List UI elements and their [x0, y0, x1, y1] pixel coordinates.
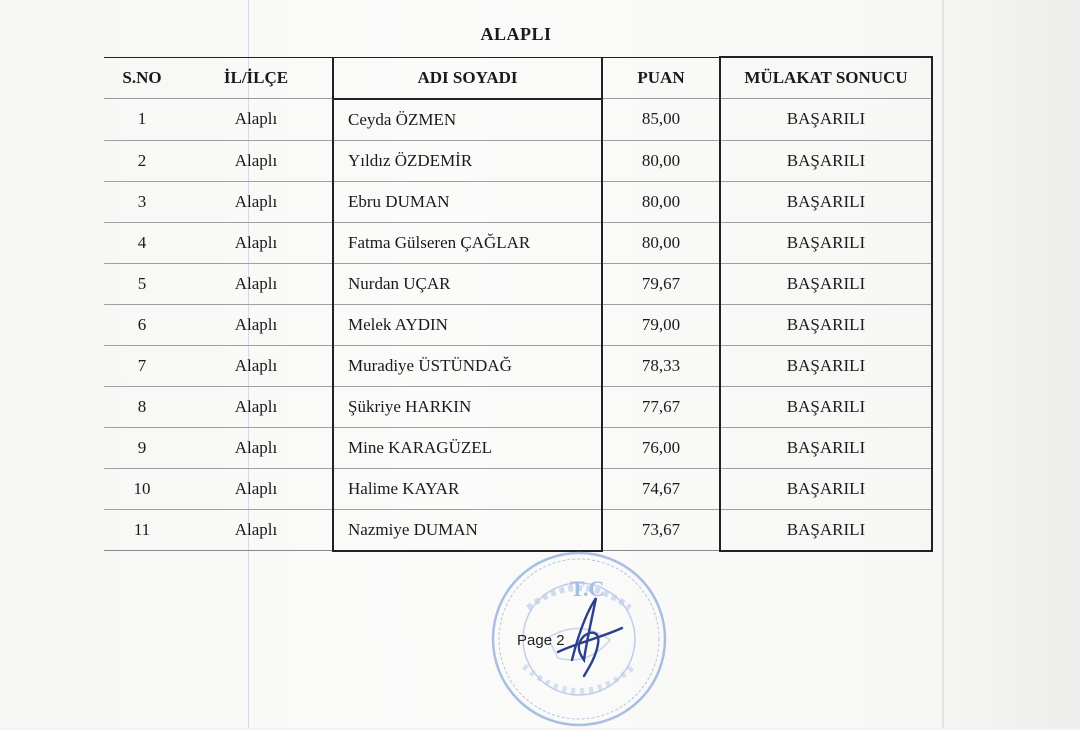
paper-fold-line	[942, 0, 944, 728]
cell-il-ilce: Alaplı	[180, 427, 333, 468]
cell-sno: 10	[104, 468, 180, 509]
cell-mulakat-sonucu: BAŞARILI	[720, 509, 932, 551]
cell-sno: 3	[104, 181, 180, 222]
table-row	[104, 181, 932, 222]
cell-il-ilce: Alaplı	[180, 386, 333, 427]
table-row	[104, 304, 932, 345]
cell-mulakat-sonucu: BAŞARILI	[720, 263, 932, 304]
cell-sno: 11	[104, 509, 180, 551]
cell-sno: 9	[104, 427, 180, 468]
cell-adi-soyadi: Mine KARAGÜZEL	[333, 427, 602, 468]
cell-adi-soyadi: Fatma Gülseren ÇAĞLAR	[333, 222, 602, 263]
document-title: ALAPLI	[480, 24, 552, 44]
table-row	[104, 99, 932, 141]
table-row	[104, 263, 932, 304]
cell-il-ilce: Alaplı	[180, 99, 333, 141]
cell-mulakat-sonucu: BAŞARILI	[720, 304, 932, 345]
table-row	[104, 345, 932, 386]
cell-adi-soyadi: Halime KAYAR	[333, 468, 602, 509]
cell-il-ilce: Alaplı	[180, 304, 333, 345]
cell-puan: 78,33	[602, 345, 720, 386]
header-sno: S.NO	[104, 57, 180, 99]
cell-adi-soyadi: Melek AYDIN	[333, 304, 602, 345]
cell-mulakat-sonucu: BAŞARILI	[720, 222, 932, 263]
signature	[558, 598, 622, 676]
cell-puan: 77,67	[602, 386, 720, 427]
cell-il-ilce: Alaplı	[180, 263, 333, 304]
cell-il-ilce: Alaplı	[180, 181, 333, 222]
cell-adi-soyadi: Muradiye ÜSTÜNDAĞ	[333, 345, 602, 386]
cell-puan: 79,67	[602, 263, 720, 304]
table-row	[104, 427, 932, 468]
cell-puan: 79,00	[602, 304, 720, 345]
cell-il-ilce: Alaplı	[180, 345, 333, 386]
cell-mulakat-sonucu: BAŞARILI	[720, 345, 932, 386]
cell-adi-soyadi: Yıldız ÖZDEMİR	[333, 140, 602, 181]
table-row	[104, 468, 932, 509]
table-row	[104, 386, 932, 427]
header-il-ilce: İL/İLÇE	[180, 57, 333, 99]
cell-sno: 6	[104, 304, 180, 345]
cell-adi-soyadi: Nurdan UÇAR	[333, 263, 602, 304]
cell-mulakat-sonucu: BAŞARILI	[720, 181, 932, 222]
cell-adi-soyadi: Ceyda ÖZMEN	[333, 99, 602, 141]
table-row	[104, 509, 932, 551]
cell-puan: 76,00	[602, 427, 720, 468]
cell-puan: 85,00	[602, 99, 720, 141]
cell-sno: 2	[104, 140, 180, 181]
header-adi-soyadi: ADI SOYADI	[333, 57, 602, 99]
cell-mulakat-sonucu: BAŞARILI	[720, 140, 932, 181]
cell-il-ilce: Alaplı	[180, 468, 333, 509]
cell-sno: 1	[104, 99, 180, 141]
cell-mulakat-sonucu: BAŞARILI	[720, 99, 932, 141]
cell-puan: 80,00	[602, 222, 720, 263]
cell-il-ilce: Alaplı	[180, 509, 333, 551]
table-header-row	[104, 57, 932, 99]
header-mulakat-sonucu: MÜLAKAT SONUCU	[720, 57, 932, 99]
cell-adi-soyadi: Nazmiye DUMAN	[333, 509, 602, 551]
cell-puan: 80,00	[602, 181, 720, 222]
cell-adi-soyadi: Şükriye HARKIN	[333, 386, 602, 427]
cell-puan: 74,67	[602, 468, 720, 509]
svg-text:T.C: T.C	[570, 576, 605, 601]
table-row	[104, 222, 932, 263]
header-puan: PUAN	[602, 57, 720, 99]
cell-sno: 7	[104, 345, 180, 386]
cell-il-ilce: Alaplı	[180, 222, 333, 263]
cell-sno: 4	[104, 222, 180, 263]
cell-mulakat-sonucu: BAŞARILI	[720, 468, 932, 509]
cell-adi-soyadi: Ebru DUMAN	[333, 181, 602, 222]
page-number-label: Page 2	[517, 632, 565, 649]
table-row	[104, 140, 932, 181]
official-stamp	[488, 548, 670, 730]
cell-il-ilce: Alaplı	[180, 140, 333, 181]
cell-sno: 5	[104, 263, 180, 304]
results-table	[104, 56, 933, 552]
cell-mulakat-sonucu: BAŞARILI	[720, 386, 932, 427]
cell-sno: 8	[104, 386, 180, 427]
cell-mulakat-sonucu: BAŞARILI	[720, 427, 932, 468]
cell-puan: 73,67	[602, 509, 720, 551]
cell-puan: 80,00	[602, 140, 720, 181]
